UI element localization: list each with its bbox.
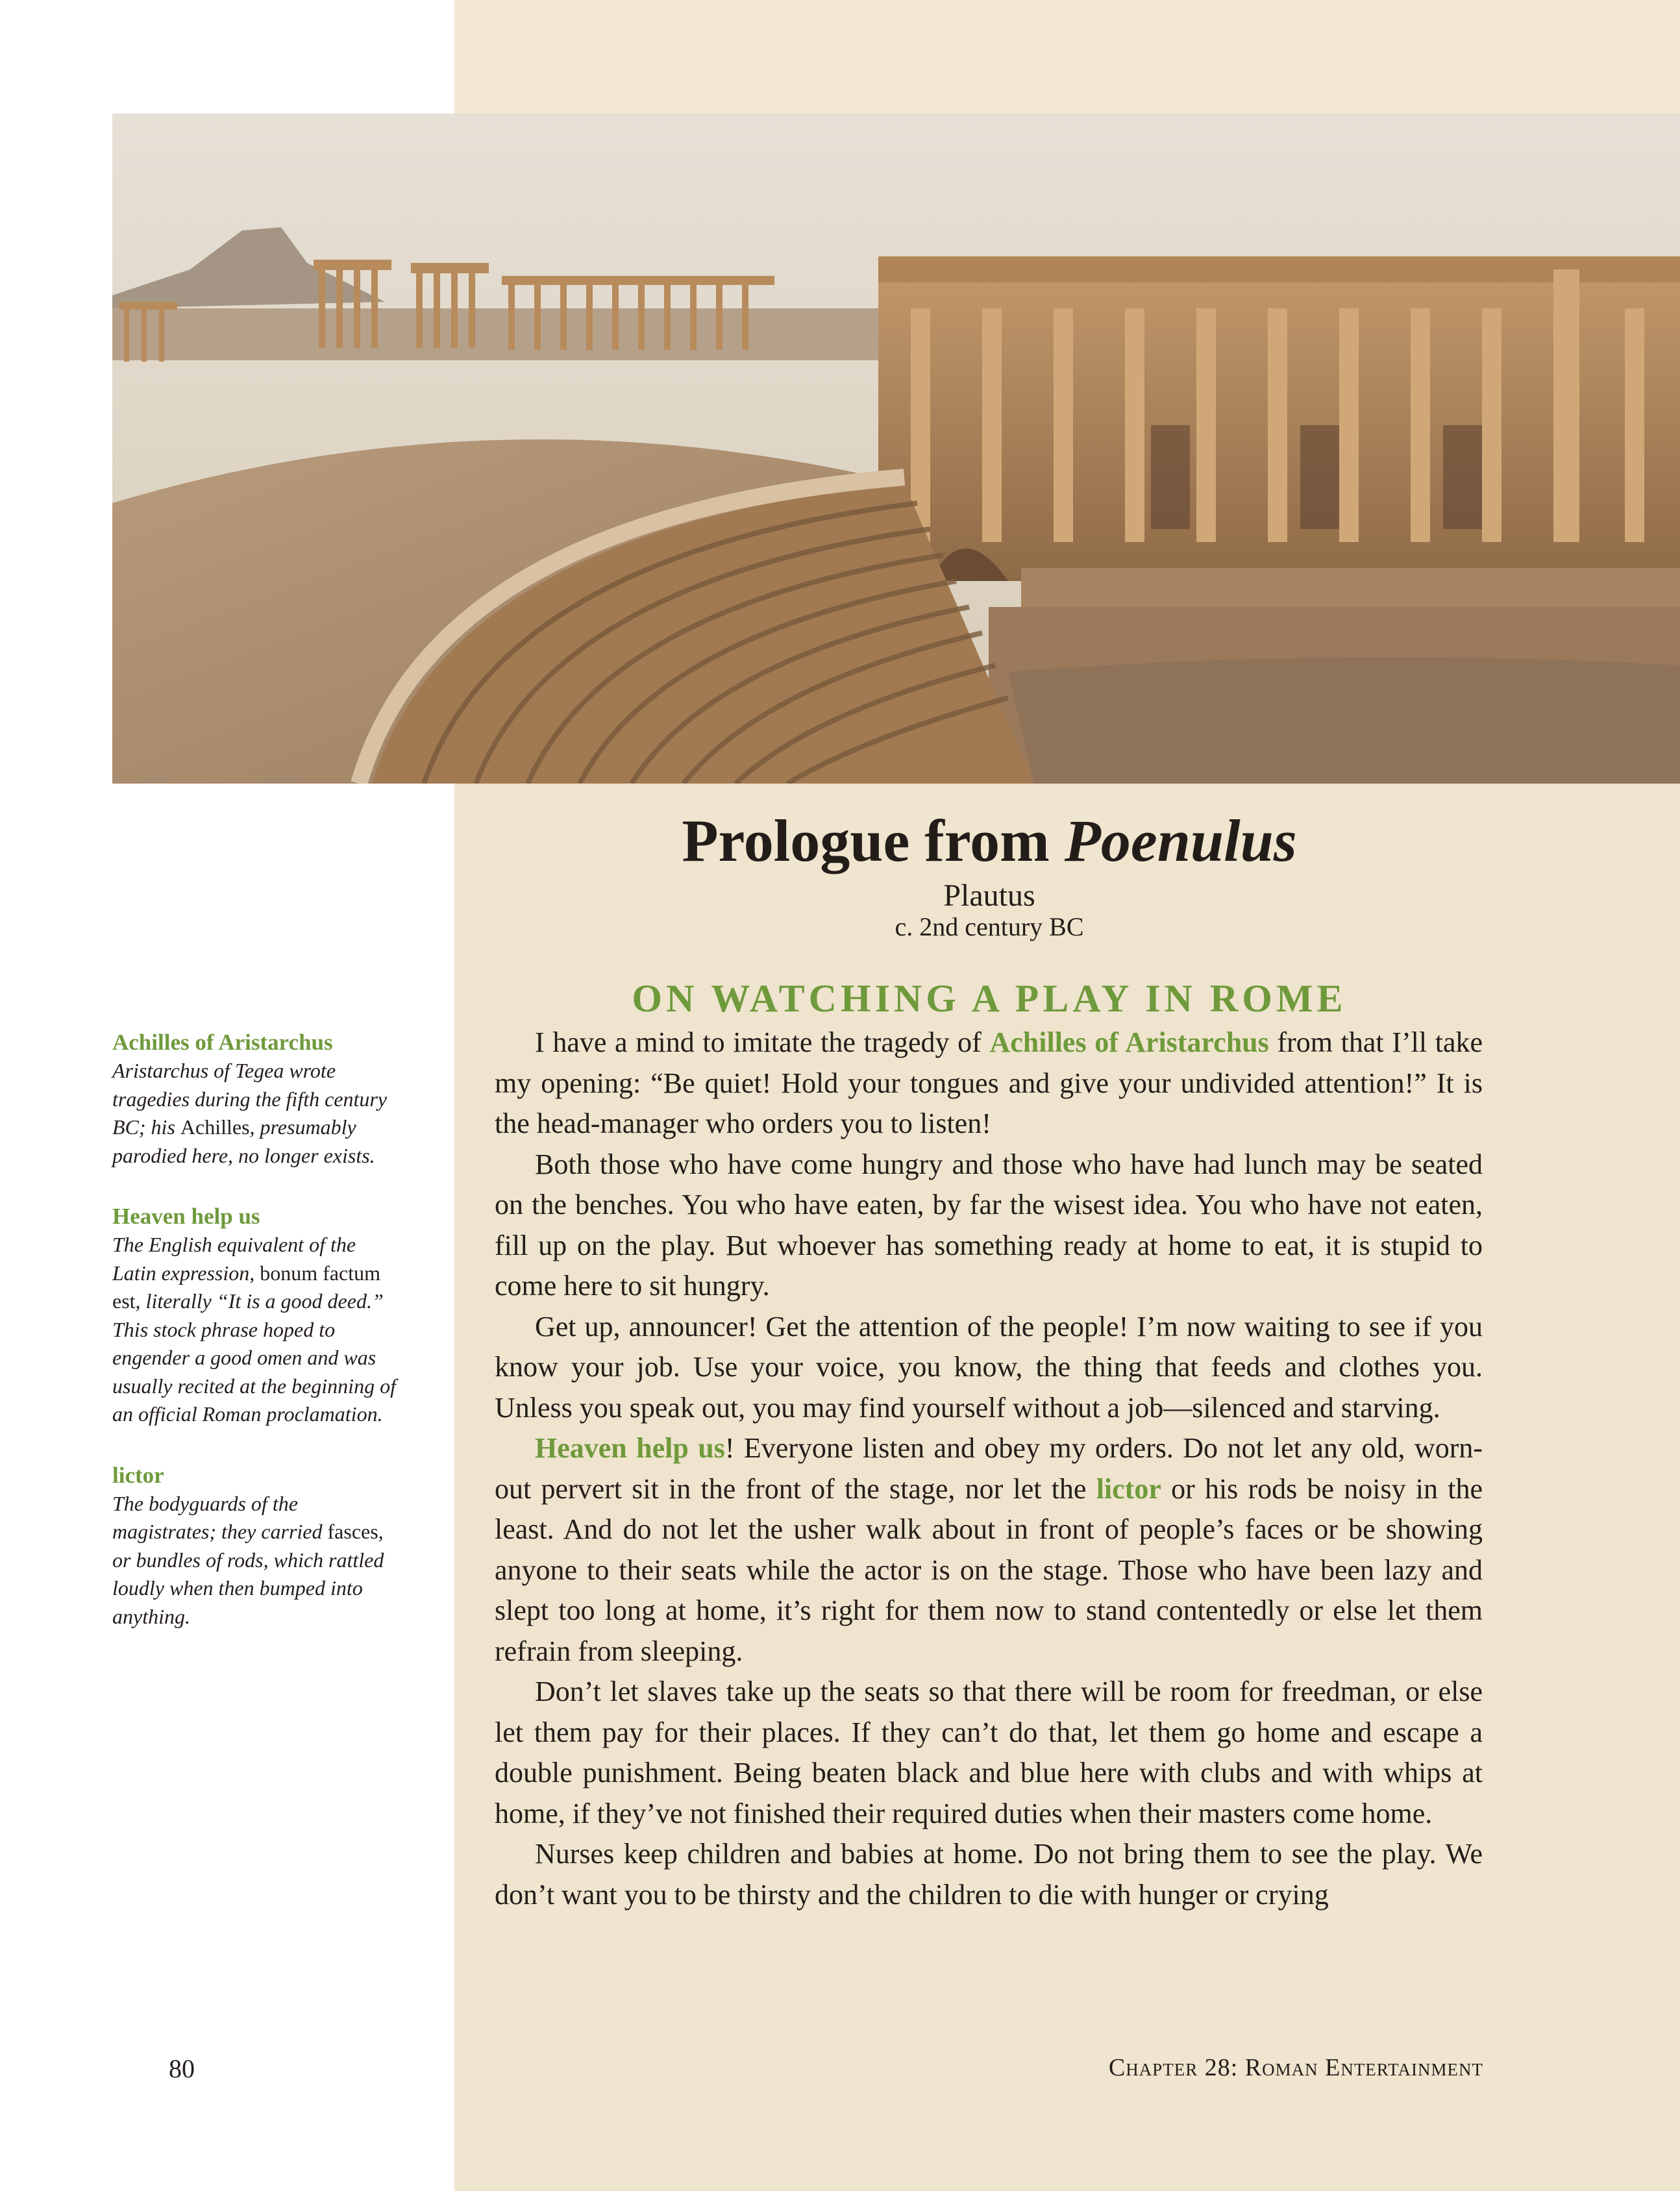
glossary-term-heaven: Heaven help us [535,1432,725,1464]
date-line: c. 2nd century BC [895,912,1084,941]
paragraph-3: Get up, announcer! Get the attention of the people! I’m now waiting to see if you know your job. Use your voice, you know, the thing that feeds and clothes you. Unless you speak out, you may find yourself without a job—silenced and starving. [495,1310,1483,1424]
glossary-term-lictor: lictor [1096,1472,1161,1505]
running-footer: Chapter 28: Roman Entertainment [1108,2054,1483,2081]
roman-theatre-ruins-icon [112,114,1680,784]
glossary-note-heaven [112,1202,404,1429]
roman-theatre-photo [112,114,1680,784]
body-text [495,1022,1483,1915]
note-term: Achilles of Aristarchus [112,1030,333,1055]
page-number: 80 [169,2054,195,2083]
paragraph-5: Don’t let slaves take up the seats so that there will be room for freedman, or else let them pay for their places. If they can’t do that, let them go home and escape a double punishment. Being beaten black and blue here with clubs and with whips at home, if they’ve not finished their required duties when their masters come home. [495,1676,1483,1829]
paragraph-1: I have a mind to imitate the tragedy of Achilles of Aristarchus from that I’ll take my opening: “Be quiet! Hold your tongues and give your undivided attention!” It is the head-manager who orders you to listen! [495,1026,1483,1139]
note-text: Aristarchus of Tegea wrote tragedies during the fifth century BC; his Achilles, presumably parodied here, no longer exists. [112,1059,388,1167]
paragraph-4: Heaven help us! Everyone listen and obey my orders. Do not let any old, worn-out pervert sit in the front of the stage, nor let the lictor or his rods be noisy in the least. And do not let the usher walk about in front of people’s faces or be showing anyone to their seats while the actor is on the stage. Those who have been lazy and slept too long at home, it’s right for them now to stand contentedly or else let them refrain from sleeping. [495,1432,1483,1667]
paragraph-6: Nurses keep children and babies at home. Do not bring them to see the play. We don’t want you to be thirsty and the children to die with hunger or crying [495,1838,1483,1911]
note-text: The English equivalent of the Latin expression, bonum factum est, literally “It is a good deed.” This stock phrase hoped to engender a good omen and was usually recited at the beginning of an official Roman proclamation. [112,1233,396,1426]
author-name: Plautus [943,878,1035,913]
glossary-term-achilles: Achilles of Aristarchus [989,1026,1269,1058]
sidebar-glossary [112,1028,404,1663]
section-heading: ON WATCHING A PLAY IN ROME [632,977,1347,1020]
note-term: Heaven help us [112,1204,260,1229]
paragraph-2: Both those who have come hungry and those who have had lunch may be seated on the benches. You who have eaten, by far the wisest idea. You who have not eaten, fill up on the play. But whoever has something ready at home to eat, it is stupid to come here to sit hungry. [495,1148,1483,1302]
note-text: The bodyguards of the magistrates; they carried fasces, or bundles of rods, which rattled loudly when then bumped into anything. [112,1491,384,1628]
note-term: lictor [112,1462,164,1488]
glossary-note-lictor [112,1461,404,1631]
page-title: Prologue from Poenulus [682,808,1297,874]
glossary-note-achilles [112,1028,404,1170]
